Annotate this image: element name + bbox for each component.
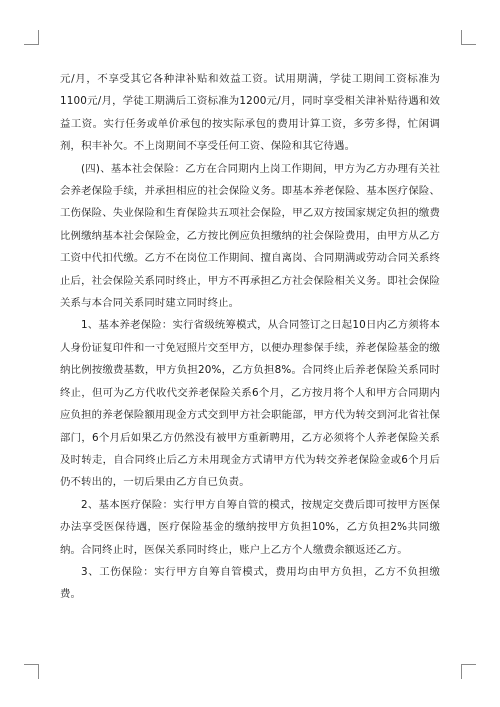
crop-mark-bottom-left (24, 664, 39, 679)
paragraph-pension-insurance: 1、基本养老保险：实行省级统筹模式，从合同签订之日起10日内乙方须将本人身份证复印件和一寸免冠照片交至甲方，以便办理参保手续，养老保险基金的缴纳比例按缴费基数，甲方负担20%，乙方负担8%。合同终止后养老保险关系同时终止，但可为乙方代收代交养老保险关系6个月，乙方按月将个人和甲方合同期内应负担的养老保险额用现金方式交到甲方社会职能部，甲方代为转交到河北省社保部门，6个月后如果乙方仍然没有被甲方重新聘用，乙方必须将个人养老保险关系及时转走，自合同终止后乙方未用现金方式请甲方代为转交养老保险金或6个月后仍不转出的，一切后果由乙方自已负责。 (60, 319, 440, 489)
paragraph-injury-insurance: 3、工伤保险：实行甲方自筹自管模式，费用均由甲方负担，乙方不负担缴费。 (60, 565, 440, 601)
crop-mark-bottom-right (461, 664, 476, 679)
crop-mark-top-left (24, 30, 39, 45)
document-body (60, 68, 440, 606)
paragraph-medical-insurance: 2、基本医疗保险：实行甲方自筹自管的模式，按规定交费后即可按甲方医保办法享受医保待遇，医疗保险基金的缴纳按甲方负担10%，乙方负担2%共同缴纳。合同终止时，医保关系同时终止，账户上乙方个人缴费余额返还乙方。 (60, 498, 440, 556)
paragraph-wage-continued: 元/月，不享受其它各种津补贴和效益工资。试用期满，学徒工期间工资标准为1100元/月，学徒工期满后工资标准为1200元/月，同时享受相关津补贴待遇和效益工资。实行任务或单价承包的按实际承包的费用计算工资，多劳多得，忙闲调剂，积丰补欠。不上岗期间不享受任何工资、保险和其它待遇。 (60, 73, 440, 153)
crop-mark-top-right (461, 30, 476, 45)
paragraph-social-insurance: (四)、基本社会保险：乙方在合同期内上岗工作期间，甲方为乙方办理有关社会养老保险手续，并承担相应的社会保险义务。即基本养老保险、基本医疗保险、工伤保险、失业保险和生育保险共五项社会保险，甲乙双方按国家规定负担的缴费比例缴纳基本社会保险金，乙方按比例应负担缴纳的社会保险费用，由甲方从乙方工资中代扣代缴。乙方不在岗位工作期间、擅自离岗、合同期满或劳动合同关系终止后，社会保险关系同时终止，甲方不再承担乙方社会保险相关义务。即社会保险关系与本合同关系同时建立同时终止。 (60, 162, 440, 310)
